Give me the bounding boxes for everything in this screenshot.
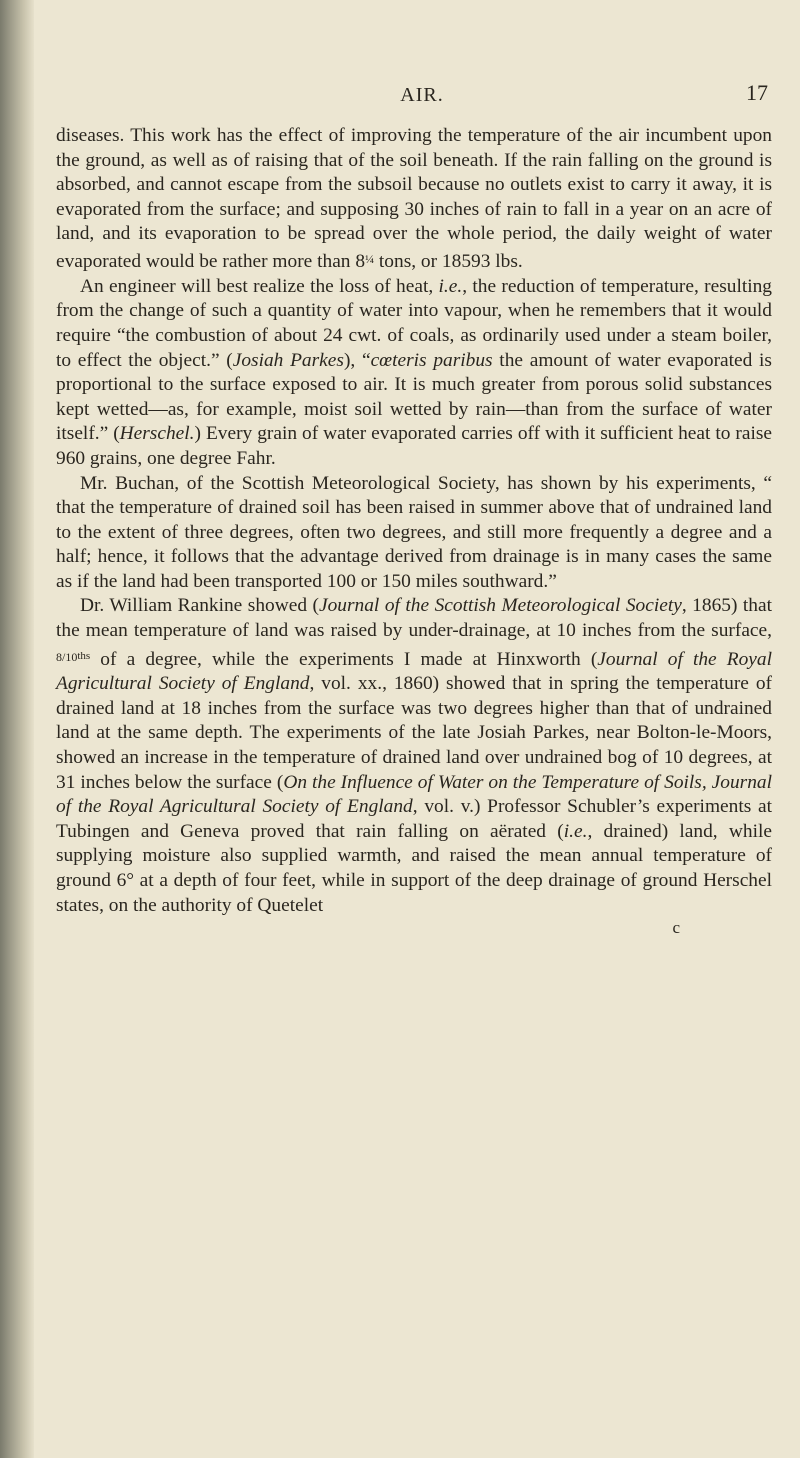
paragraph-3: Mr. Buchan, of the Scottish Meteorological Society, has shown by his experiments, “ that the temperature of drained soil has been raised in summer above that of undrained land to the extent of three degrees, often two degrees, and still more frequently a degree and a half; hence, it follows that the advantage derived from drainage is in many cases the same as if the land had been transported 100 or 150 miles southward.” bbox=[56, 472, 772, 592]
paragraph-4: Dr. William Rankine showed (Journal of the Scottish Meteorological Society, 1865) that the mean temperature of land was raised by under-drainage, at 10 inches from the surface, $^{8/10ths}$ of a degree, while the experiments I made at Hinxworth (Journal of the Royal Agricultural Society of England, vol. xx., 1860) showed that in spring the temperature of drained land at 18 inches from the surface was two degrees higher than that of undrained land at the same depth. The experiments of the late Josiah Parkes, near Bolton-le-Moors, showed an increase in the temperature of drained land over undrained bog of 10 degrees, at 31 inches below the surface (On the Influence of Water on the Temperature of Soils, Journal of the Royal Agricultural Society of England, vol. v.) Professor Schubler’s experiments at Tubingen and Geneva proved that rain falling on aërated (i.e., drained) land, while supplying moisture also supplied warmth, and raised the mean annual temperature of ground 6° at a depth of four feet, while in support of the deep drainage of ground Herschel states, on the authority of Quetelet bbox=[56, 595, 772, 916]
signature-mark: c bbox=[672, 918, 680, 938]
running-head: AIR. bbox=[400, 84, 444, 106]
paragraph-2: An engineer will best realize the loss of heat, i.e., the reduction of temperature, resulting from the change of such a quantity of water into vapour, when he remembers that it would require “the combustion of about 24 cwt. of coals, as ordinarily used under a steam boiler, to effect the object.” (Josiah Parkes), “cœteris paribus the amount of water evaporated is proportional to the surface exposed to air. It is much greater from porous solid substances kept wetted—as, for example, moist soil wetted by rain—than from the surface of water itself.” (Herschel.) Every grain of water evaporated carries off with it sufficient heat to raise 960 grains, one degree Fahr. bbox=[56, 275, 773, 469]
paragraph-1: diseases. This work has the effect of improving the temperature of the air incumbent upon the ground, as well as of raising that of the soil beneath. If the rain falling on the ground is absorbed, and cannot escape from the subsoil because no outlets exist to carry it away, it is evaporated from the surface; and supposing 30 inches of rain to fall in a year on an acre of land, and its evaporation to be spread over the whole period, the daily weight of water evaporated would be rather more than $8^{\frac{1}{4}}$ tons, or 18593 lbs. bbox=[56, 125, 772, 273]
binding-gutter bbox=[0, 0, 34, 1458]
body-text bbox=[56, 124, 772, 918]
superscript: ths bbox=[77, 649, 91, 662]
fraction: 8/10 bbox=[56, 649, 78, 664]
fraction: ¼ bbox=[365, 251, 375, 266]
book-page bbox=[56, 80, 773, 938]
page-header bbox=[56, 80, 772, 124]
page-number: 17 bbox=[746, 80, 768, 105]
